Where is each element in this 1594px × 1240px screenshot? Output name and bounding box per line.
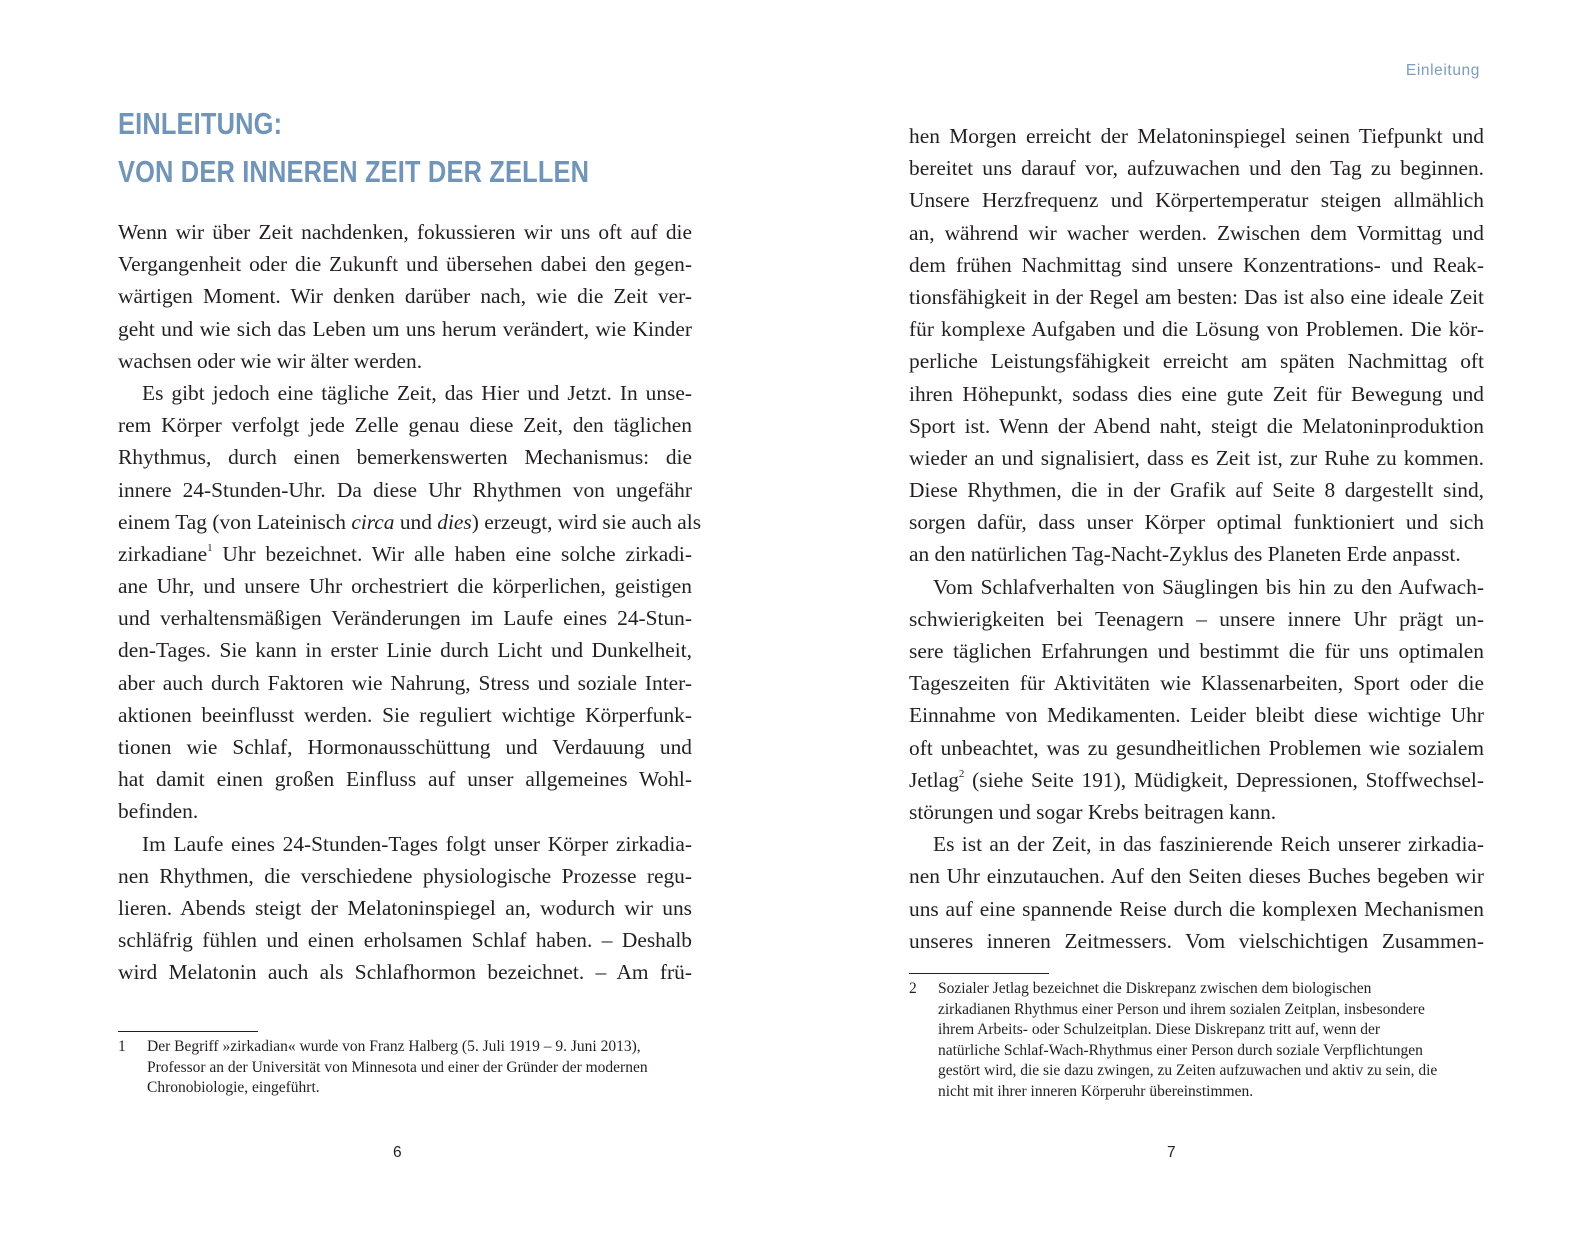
text-line	[118, 538, 692, 570]
text-segment: einem Tag (von Lateinisch	[118, 509, 352, 534]
text-line: unseres inneren Zeitmessers. Vom vielschichtigen Zusammen-	[909, 928, 1484, 953]
footnote-number: 2	[909, 980, 917, 997]
text-segment: Uhr bezeichnet. Wir alle haben eine solche zirkadi-	[212, 541, 692, 566]
text-line: nen Rhythmen, die verschiedene physiologische Prozesse regu-	[118, 863, 692, 888]
text-line: hat damit einen großen Einfluss auf unser allgemeines Wohl-	[118, 767, 692, 792]
text-line: Rhythmus, durch einen bemerkenswerten Mechanismus: die	[118, 445, 692, 470]
text-line: Tageszeiten für Aktivitäten wie Klassenarbeiten, Sport oder die	[909, 671, 1484, 696]
text-line: sere täglichen Erfahrungen und bestimmt die für uns optimalen	[909, 639, 1484, 663]
text-line: Vom Schlafverhalten von Säuglingen bis hin zu den Aufwach-	[933, 574, 1484, 599]
text-line: Es gibt jedoch eine tägliche Zeit, das Hier und Jetzt. In unse-	[142, 380, 692, 405]
text-line	[118, 506, 702, 538]
text-line: Im Laufe eines 24-Stunden-Tages folgt unser Körper zirkadia-	[142, 831, 692, 856]
text-line: Einnahme von Medikamenten. Leider bleibt diese wichtige Uhr	[909, 703, 1484, 728]
text-segment: und	[394, 509, 438, 534]
text-line: schwierigkeiten bei Teenagern – unsere innere Uhr prägt un-	[909, 606, 1484, 631]
text-segment: zirkadiane	[118, 541, 208, 566]
text-line: schläfrig fühlen und einen erholsamen Schlaf haben. – Deshalb	[118, 928, 692, 953]
right-page	[797, 0, 1594, 1240]
text-line: den-Tages. Sie kann in erster Linie durch Licht und Dunkelheit,	[118, 638, 692, 663]
text-line: uns auf eine spannende Reise durch die komplexen Mechanismen	[909, 896, 1484, 921]
footnote-line: nicht mit ihrer inneren Körperuhr übereinstimmen.	[938, 1082, 1254, 1100]
footnote-reference-2[interactable]: 2	[958, 767, 965, 780]
text-line: wieder an und signalisiert, dass es Zeit ist, zur Ruhe zu kommen.	[909, 445, 1484, 470]
text-segment: ) erzeugt, wird sie auch als	[471, 509, 702, 534]
chapter-title	[118, 100, 610, 196]
text-line: sorgen dafür, dass unser Körper optimal funktioniert und sich	[909, 510, 1484, 535]
footnote-number: 1	[118, 1038, 126, 1055]
text-line: oft unbeachtet, was zu gesundheitlichen Problemen wie sozialem	[909, 735, 1484, 760]
text-line: störungen und sogar Krebs beitragen kann.	[909, 799, 1277, 824]
text-segment: (siehe Seite 191), Müdigkeit, Depressionen, Stoffwechsel-	[964, 767, 1484, 792]
text-line: Es ist an der Zeit, in das faszinierende Reich unserer zirkadia-	[933, 832, 1484, 857]
page-number-right: 7	[1167, 1144, 1176, 1161]
text-line: nen Uhr einzutauchen. Auf den Seiten dieses Buches begeben wir	[909, 864, 1484, 889]
text-line: bereitet uns darauf vor, aufzuwachen und den Tag zu beginnen.	[909, 156, 1484, 181]
text-line: aktionen beeinflusst werden. Sie reguliert wichtige Körperfunk-	[118, 702, 692, 727]
text-line: wärtigen Moment. Wir denken darüber nach, wie die Zeit ver-	[118, 284, 692, 309]
text-line: dem frühen Nachmittag sind unsere Konzentrations- und Reak-	[909, 252, 1484, 277]
text-line: innere 24-Stunden-Uhr. Da diese Uhr Rhythmen von ungefähr	[118, 477, 692, 502]
text-line: Vergangenheit oder die Zukunft und übersehen dabei den gegen-	[118, 252, 692, 277]
text-line: an den natürlichen Tag-Nacht-Zyklus des Planeten Erde anpasst.	[909, 542, 1461, 567]
footnote-divider	[909, 973, 1049, 974]
text-segment: Jetlag	[909, 767, 959, 792]
text-line: ihren Höhepunkt, sodass dies eine gute Zeit für Bewegung und	[909, 381, 1484, 406]
text-line: Sport ist. Wenn der Abend naht, steigt die Melatoninproduktion	[909, 413, 1484, 438]
text-line: aber auch durch Faktoren wie Nahrung, Stress und soziale Inter-	[118, 670, 692, 695]
left-body-text	[118, 216, 702, 989]
text-line: ane Uhr, und unsere Uhr orchestriert die körperlichen, geistigen	[118, 574, 692, 599]
text-line: und verhaltensmäßigen Veränderungen im Laufe eines 24-Stun-	[118, 606, 692, 631]
footnote-line: ihrem Arbeits- oder Schulzeitplan. Diese Diskrepanz tritt auf, wenn der	[938, 1021, 1381, 1039]
footnote-text	[938, 979, 1484, 1103]
text-line: an, während wir wacher werden. Zwischen dem Vormittag und	[909, 220, 1484, 245]
text-line	[909, 764, 1484, 796]
text-line: geht und wie sich das Leben um uns herum verändert, wie Kinder	[118, 316, 692, 341]
text-line: rem Körper verfolgt jede Zelle genau diese Zeit, den täglichen	[118, 413, 692, 438]
footnote-divider	[118, 1031, 258, 1032]
right-body-text	[909, 120, 1484, 957]
text-line: wachsen oder wie wir älter werden.	[118, 348, 423, 373]
footnote-1	[118, 1037, 693, 1099]
footnote-line: Der Begriff »zirkadian« wurde von Franz Halberg (5. Juli 1919 – 9. Juni 2013),	[147, 1038, 641, 1055]
footnote-line: Chronobiologie, eingeführt.	[147, 1079, 320, 1097]
footnote-reference-1[interactable]: 1	[207, 541, 213, 554]
text-line: lieren. Abends steigt der Melatoninspiegel an, wodurch wir uns	[118, 895, 692, 920]
text-line: für komplexe Aufgaben und die Lösung von Problemen. Die kör-	[909, 317, 1484, 342]
text-line: Unsere Herzfrequenz und Körpertemperatur steigen allmählich	[909, 188, 1484, 213]
text-line: tionsfähigkeit in der Regel am besten: Das ist also eine ideale Zeit	[909, 284, 1484, 309]
text-line: befinden.	[118, 799, 199, 824]
text-italic: circa	[351, 509, 395, 534]
chapter-title-line-2: VON DER INNEREN ZEIT DER ZELLEN	[118, 154, 590, 189]
footnote-2	[909, 979, 1484, 1103]
footnote-line: zirkadianen Rhythmus einer Person und ihrem sozialen Zeitplan, insbesondere	[938, 1000, 1425, 1018]
text-line: perliche Leistungsfähigkeit erreicht am späten Nachmittag oft	[909, 349, 1484, 374]
footnote-line: Professor an der Universität von Minnesota und einer der Gründer der modernen	[147, 1058, 648, 1076]
footnote-line: natürliche Schlaf-Wach-Rhythmus einer Person durch soziale Verpflichtungen	[938, 1041, 1423, 1059]
footnote-text	[147, 1037, 693, 1099]
text-line: hen Morgen erreicht der Melatoninspiegel seinen Tiefpunkt und	[909, 124, 1484, 148]
text-italic: dies	[437, 509, 472, 534]
text-line: Diese Rhythmen, die in der Grafik auf Seite 8 dargestellt sind,	[909, 478, 1484, 503]
footnote-line: Sozialer Jetlag bezeichnet die Diskrepanz zwischen dem biologischen	[938, 980, 1372, 997]
chapter-title-line-1: EINLEITUNG:	[118, 106, 283, 141]
text-line: Wenn wir über Zeit nachdenken, fokussieren wir uns oft auf die	[118, 220, 692, 244]
running-head: Einleitung	[1405, 62, 1480, 79]
footnote-line: gestört wird, die sie dazu zwingen, zu Zeiten aufzuwachen und aktiv zu sein, die	[938, 1062, 1438, 1080]
text-line: wird Melatonin auch als Schlafhormon bezeichnet. – Am frü-	[118, 960, 692, 985]
text-line: tionen wie Schlaf, Hormonausschüttung und Verdauung und	[118, 735, 692, 759]
page-number-left: 6	[393, 1144, 402, 1161]
